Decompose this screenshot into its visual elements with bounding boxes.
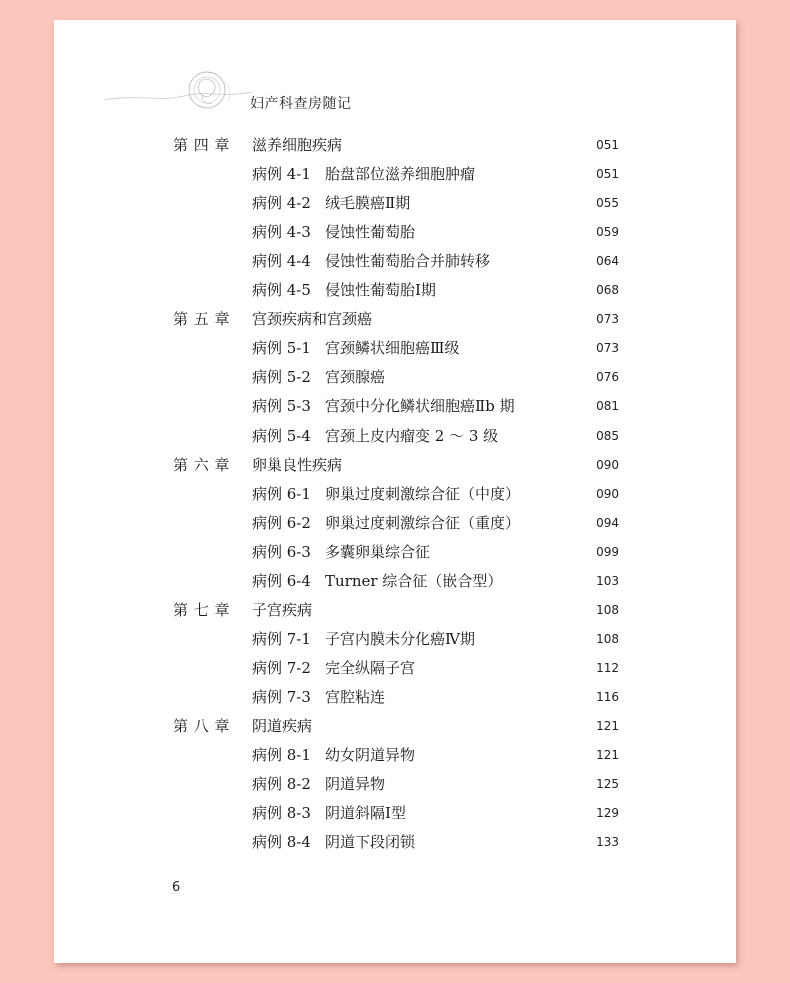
case-number: 病例 7-3 [252, 687, 311, 706]
toc-page-number: 073 [596, 341, 619, 356]
case-number: 病例 4-5 [252, 281, 311, 300]
toc-chapter-row [54, 133, 736, 157]
case-number: 病例 6-4 [252, 571, 311, 590]
case-title: 宫颈中分化鳞状细胞癌Ⅱb 期 [325, 397, 515, 416]
case-title: 绒毛膜癌Ⅱ期 [325, 194, 411, 213]
case-title: 阴道下段闭锁 [325, 833, 416, 852]
case-number: 病例 7-2 [252, 658, 311, 677]
fetus-illustration-icon [104, 68, 254, 118]
case-number: 病例 6-1 [252, 484, 311, 503]
case-number: 病例 8-4 [252, 833, 311, 852]
chapter-title: 滋养细胞疾病 [252, 136, 343, 154]
toc-case-row [54, 743, 736, 767]
toc-case-row [54, 511, 736, 535]
case-title: 幼女阴道异物 [325, 746, 416, 765]
page-number: 6 [172, 880, 181, 895]
chapter-number: 第 七 章 [173, 600, 231, 619]
toc-page-number: 108 [596, 631, 619, 646]
toc-page-number: 133 [596, 835, 619, 850]
toc-case-row [54, 801, 736, 825]
case-title: 胎盘部位滋养细胞肿瘤 [325, 165, 476, 184]
case-title: 宫颈鳞状细胞癌Ⅲ级 [325, 339, 460, 358]
toc-case-row [54, 278, 736, 302]
toc-case-row [54, 772, 736, 796]
toc-page-number: 090 [596, 486, 619, 501]
case-number: 病例 4-1 [252, 165, 311, 184]
toc-case-row [54, 569, 736, 593]
toc-chapter-row [54, 307, 736, 331]
case-title: 宫颈腺癌 [325, 368, 386, 387]
case-title: 阴道斜隔Ⅰ型 [325, 804, 406, 823]
case-title: 卵巢过度刺激综合征（重度） [325, 513, 521, 532]
chapter-number: 第 八 章 [173, 717, 231, 735]
case-title: 卵巢过度刺激综合征（中度） [325, 484, 521, 503]
toc-case-row [54, 336, 736, 360]
case-title: Turner 综合征（嵌合型） [325, 571, 503, 590]
toc-page-number: 064 [596, 254, 619, 269]
chapter-number: 第 四 章 [173, 136, 231, 154]
toc-page-number: 051 [596, 138, 619, 152]
toc-case-row [54, 365, 736, 389]
toc-page-number: 051 [596, 167, 619, 182]
toc-case-row [54, 249, 736, 273]
toc-page-number: 076 [596, 370, 619, 385]
book-page [54, 20, 736, 963]
case-number: 病例 5-1 [252, 339, 311, 358]
case-number: 病例 4-4 [252, 252, 311, 271]
toc-chapter-row [54, 598, 736, 622]
toc-case-row [54, 685, 736, 709]
toc-page-number: 112 [596, 660, 619, 675]
case-number: 病例 6-2 [252, 513, 311, 532]
case-number: 病例 7-1 [252, 629, 311, 648]
toc-case-row [54, 191, 736, 215]
toc-page-number: 090 [596, 457, 619, 472]
toc-page-number: 121 [596, 748, 619, 763]
case-title: 宫腔粘连 [325, 687, 386, 706]
case-title: 侵蚀性葡萄胎合并肺转移 [325, 252, 491, 271]
toc-case-row [54, 220, 736, 244]
toc-page-number: 081 [596, 399, 619, 414]
book-title: 妇产科查房随记 [250, 96, 352, 112]
chapter-title: 宫颈疾病和宫颈癌 [252, 310, 373, 329]
toc-chapter-row [54, 453, 736, 477]
case-title: 侵蚀性葡萄胎Ⅰ期 [325, 281, 436, 300]
case-title: 宫颈上皮内瘤变 2 ～ 3 级 [325, 426, 499, 445]
case-title: 完全纵隔子宫 [325, 658, 416, 677]
case-number: 病例 8-2 [252, 775, 311, 794]
toc-page-number: 108 [596, 602, 619, 617]
running-header [104, 68, 364, 118]
toc-case-row [54, 830, 736, 854]
toc-page-number: 125 [596, 777, 619, 792]
toc-case-row [54, 656, 736, 680]
chapter-title: 阴道疾病 [252, 717, 313, 735]
toc-page-number: 129 [596, 806, 619, 821]
chapter-number: 第 六 章 [173, 455, 231, 474]
toc-case-row [54, 540, 736, 564]
chapter-title: 子宫疾病 [252, 600, 313, 619]
case-number: 病例 5-3 [252, 397, 311, 416]
case-number: 病例 5-2 [252, 368, 311, 387]
toc-page-number: 121 [596, 719, 619, 733]
toc-page-number: 116 [596, 689, 619, 704]
chapter-title: 卵巢良性疾病 [252, 455, 343, 474]
case-number: 病例 6-3 [252, 542, 311, 561]
case-number: 病例 4-2 [252, 194, 311, 213]
chapter-number: 第 五 章 [173, 310, 231, 329]
toc-page-number: 085 [596, 428, 619, 443]
toc-case-row [54, 162, 736, 186]
toc-page-number: 073 [596, 312, 619, 327]
toc-page-number: 103 [596, 573, 619, 588]
toc-case-row [54, 627, 736, 651]
case-number: 病例 4-3 [252, 223, 311, 242]
toc-page-number: 094 [596, 515, 619, 530]
toc-case-row [54, 482, 736, 506]
case-title: 子宫内膜未分化癌Ⅳ期 [325, 629, 475, 648]
case-number: 病例 5-4 [252, 426, 311, 445]
case-title: 侵蚀性葡萄胎 [325, 223, 416, 242]
case-title: 多囊卵巢综合征 [325, 542, 431, 561]
case-number: 病例 8-3 [252, 804, 311, 823]
case-number: 病例 8-1 [252, 746, 311, 765]
toc-page-number: 099 [596, 544, 619, 559]
toc-case-row [54, 394, 736, 418]
toc-chapter-row [54, 714, 736, 738]
toc-page-number: 055 [596, 196, 619, 211]
case-title: 阴道异物 [325, 775, 386, 794]
toc-case-row [54, 424, 736, 448]
toc-page-number: 068 [596, 283, 619, 298]
toc-page-number: 059 [596, 225, 619, 240]
